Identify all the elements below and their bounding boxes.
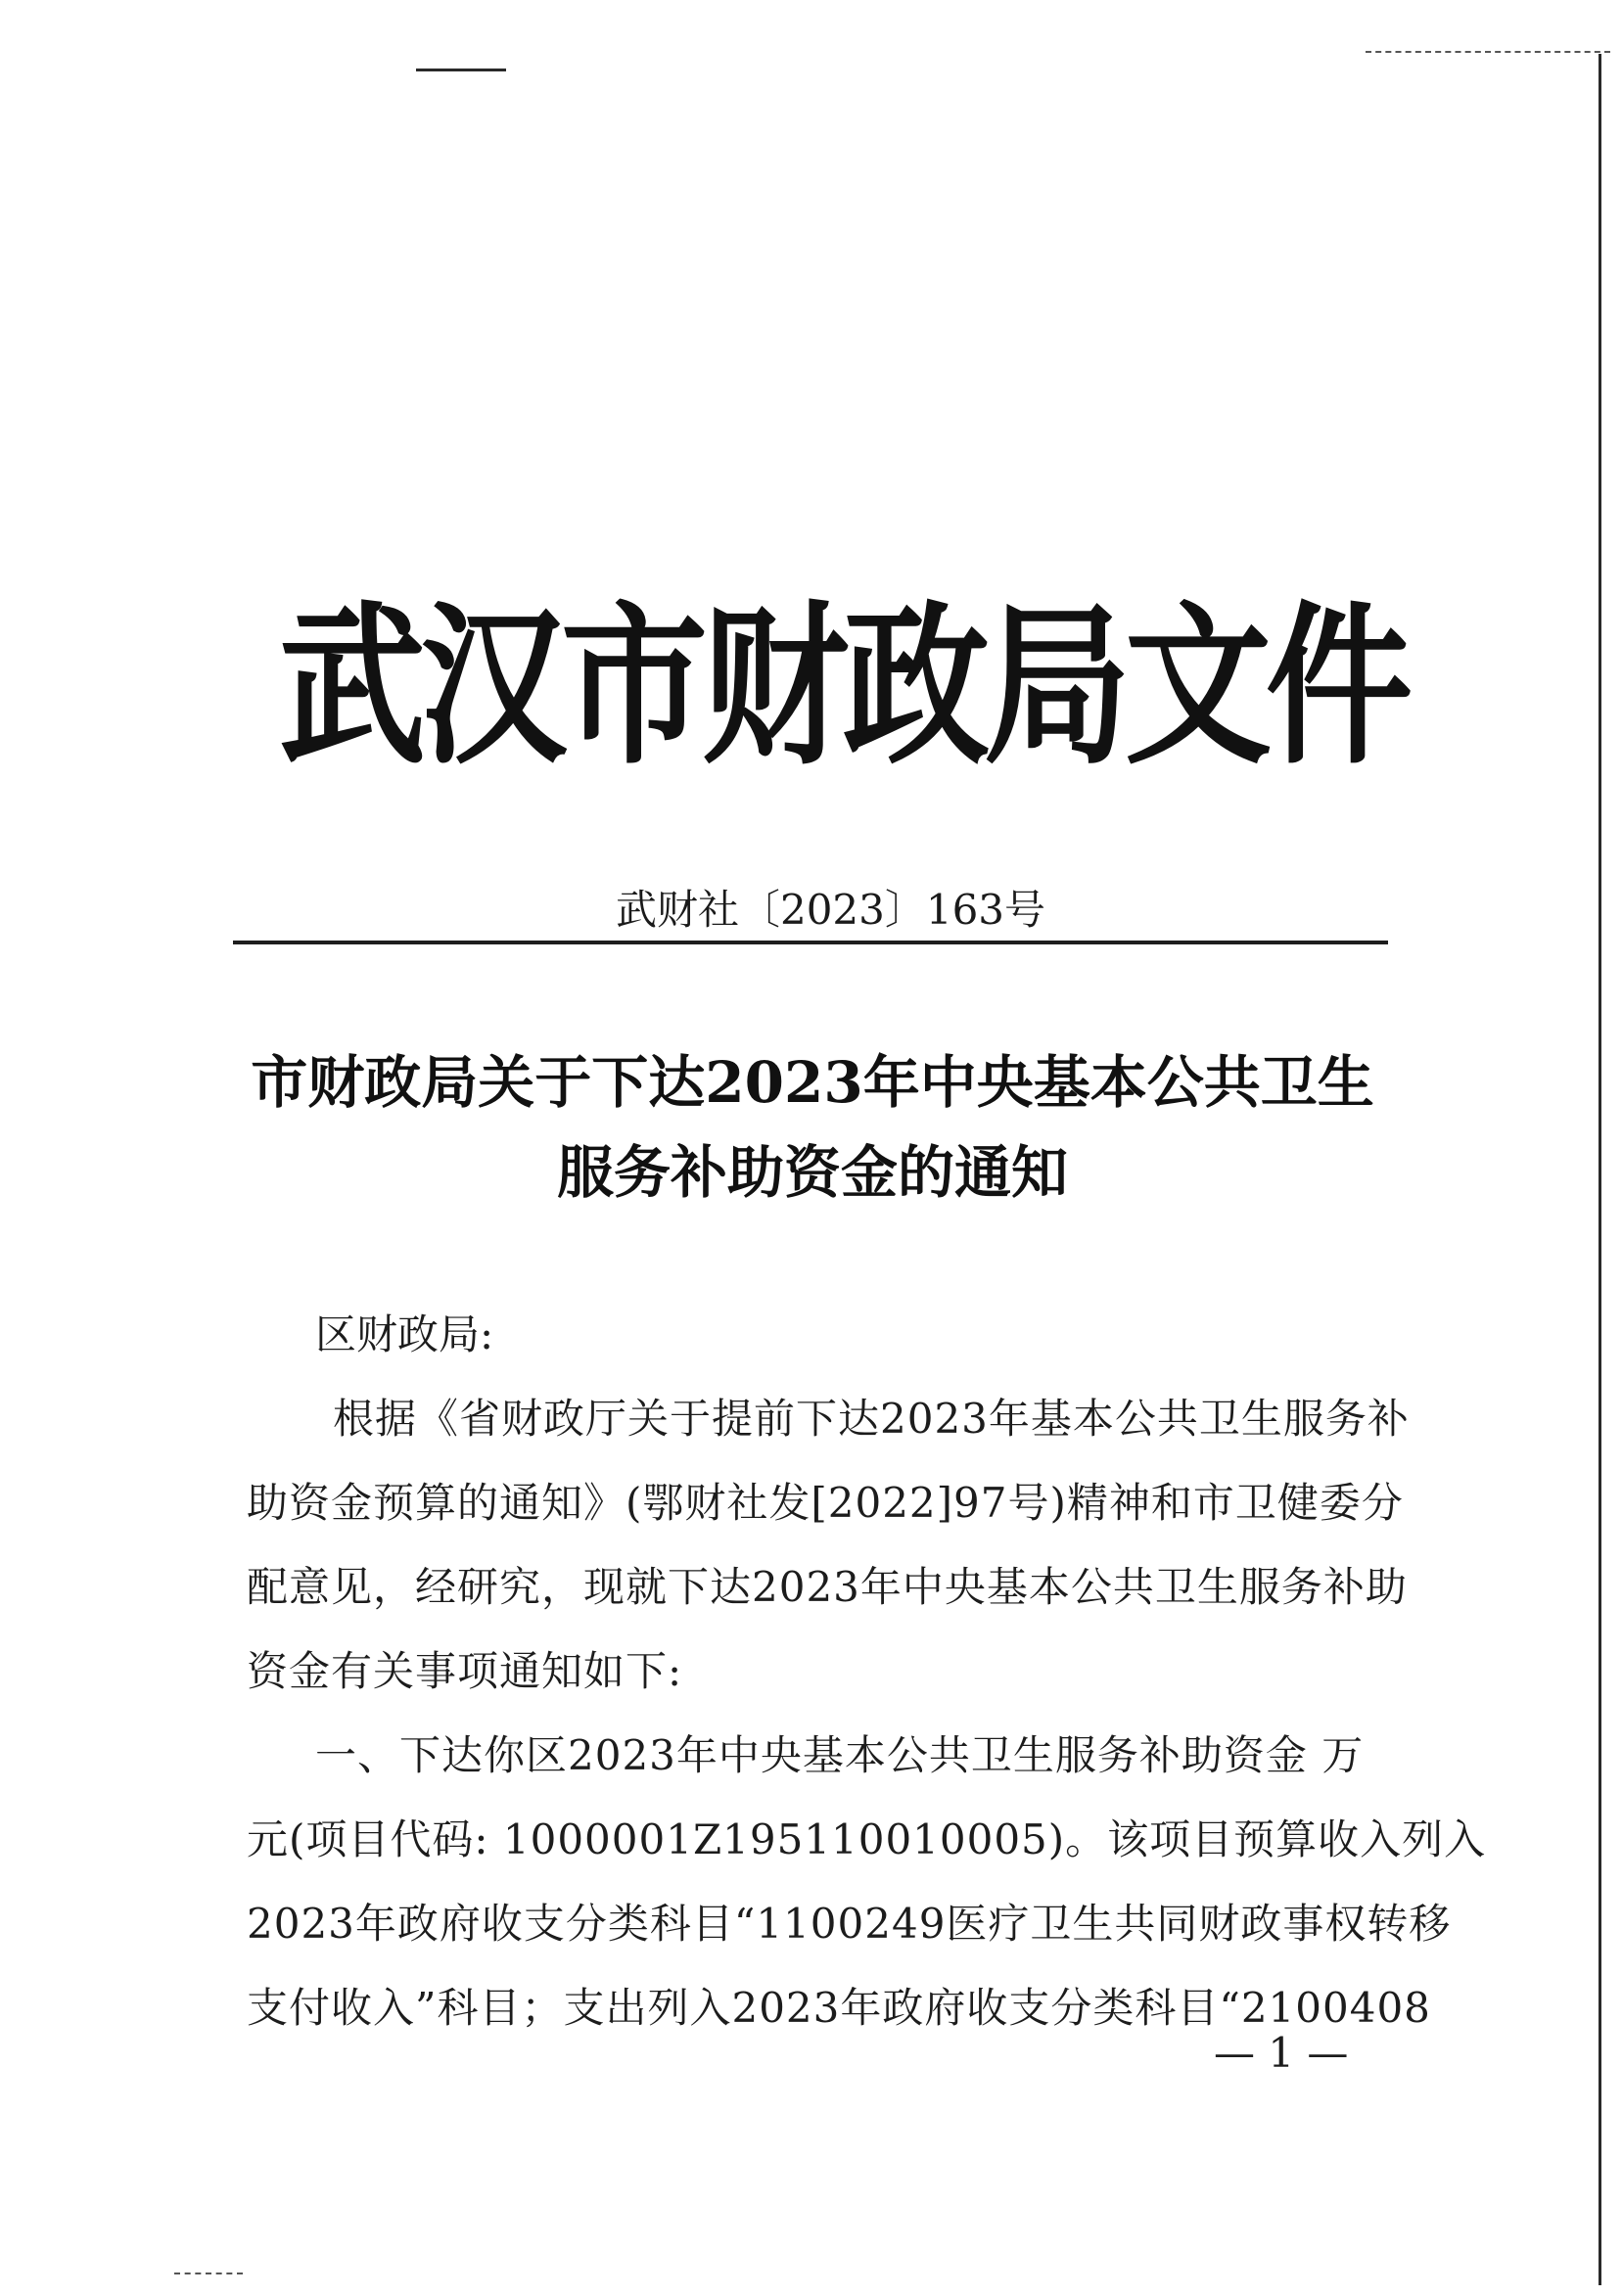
body-line-7: 2023年政府收支分类科目“1100249医疗卫生共同财政事权转移 <box>247 1900 1452 1948</box>
body-line-1: 根据《省财政厅关于提前下达2023年基本公共卫生服务补 <box>333 1395 1410 1443</box>
body-line-6: 元(项目代码: 1000001Z195110010005)。该项目预算收入列入 <box>247 1815 1487 1863</box>
notice-title-line-2: 服务补助资金的通知 <box>556 1139 1068 1206</box>
body-line-2: 助资金预算的通知》(鄂财社发[2022]97号)精神和市卫健委分 <box>247 1479 1404 1527</box>
header-rule <box>233 941 1388 944</box>
salutation: 区财政局: <box>315 1310 494 1358</box>
scan-top-left-mark <box>416 69 506 71</box>
scan-right-edge-line <box>1599 54 1601 2285</box>
notice-title-line-1: 市财政局关于下达2023年中央基本公共卫生 <box>251 1049 1374 1116</box>
body-line-4: 资金有关事项通知如下: <box>247 1647 683 1695</box>
scan-bottom-left-dash <box>174 2273 243 2274</box>
issuer-title: 武汉市财政局文件 <box>279 584 1408 789</box>
notice-title <box>176 1037 1449 1217</box>
body-line-5: 一、下达你区2023年中央基本公共卫生服务补助资金 万 <box>315 1731 1365 1779</box>
document-number: 武财社〔2023〕163号 <box>615 886 1046 934</box>
body-line-3: 配意见，经研究，现就下达2023年中央基本公共卫生服务补助 <box>247 1563 1408 1611</box>
page-number: — 1 — <box>1214 2029 1349 2077</box>
scan-top-right-dash <box>1366 51 1610 53</box>
body-line-8: 支付收入”科目；支出列入2023年政府收支分类科目“2100408 <box>247 1984 1431 2032</box>
